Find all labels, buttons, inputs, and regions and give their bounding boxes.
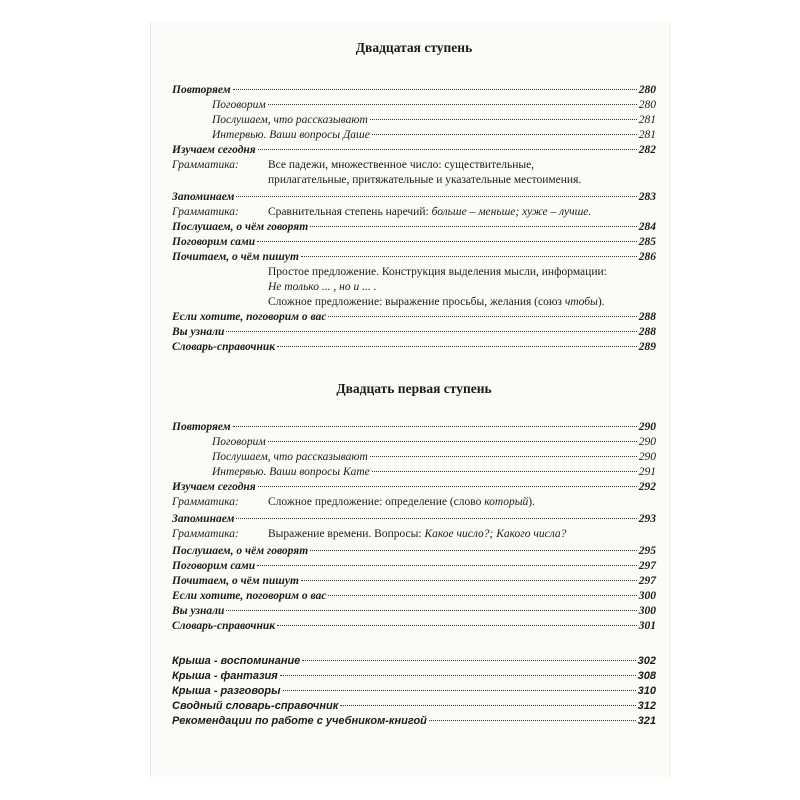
grammar-note: Грамматика: Сложное предложение: определение (слово который). (172, 496, 535, 508)
toc-entry: Почитаем, о чём пишут 297 (172, 575, 656, 587)
toc-entry: Если хотите, поговорим о вас 288 (172, 311, 656, 323)
toc-entry: Сводный словарь-справочник 312 (172, 700, 656, 712)
toc-entry: Поговорим сами 285 (172, 236, 656, 248)
toc-entry: Послушаем, о чём говорят 295 (172, 545, 656, 557)
toc-entry: Послушаем, что рассказывают 281 (212, 114, 656, 126)
toc-entry: Послушаем, что рассказывают 290 (212, 451, 656, 463)
toc-entry: Поговорим 290 (212, 436, 656, 448)
toc-entry: Если хотите, поговорим о вас 300 (172, 590, 656, 602)
grammar-note: Грамматика: Все падежи, множественное число: существительные, прилагательные, притяжательные и указательные местоимения. (172, 159, 582, 186)
toc-entry: Интервью. Ваши вопросы Кате 291 (212, 466, 656, 478)
toc-entry: Крыша - разговоры 310 (172, 685, 656, 697)
toc-entry: Словарь-справочник 301 (172, 620, 656, 632)
toc-entry: Крыша - воспоминание 302 (172, 655, 656, 667)
toc-entry: Послушаем, о чём говорят 284 (172, 221, 656, 233)
grammar-note: Грамматика: Выражение времени. Вопросы: Какое число?; Какого числа? (172, 528, 567, 540)
toc-entry: Изучаем сегодня 292 (172, 481, 656, 493)
toc-entry: Изучаем сегодня 282 (172, 144, 656, 156)
toc-entry: Повторяем 290 (172, 421, 656, 433)
section-title-step-21: Двадцать первая ступень (336, 381, 492, 396)
grammar-note: Грамматика: Сравнительная степень наречий: больше – меньше; хуже – лучше. (172, 206, 592, 218)
table-of-contents (172, 40, 656, 729)
toc-entry: Запоминаем 283 (172, 191, 656, 203)
toc-entry: Вы узнали 288 (172, 326, 656, 338)
toc-entry: Почитаем, о чём пишут 286 (172, 251, 656, 263)
grammar-note: Простое предложение. Конструкция выделения мысли, информации: Не только ... , но и ... . Сложное предложение: выражение просьбы, желания (союз чтобы). (268, 266, 607, 308)
toc-entry: Интервью. Ваши вопросы Даше 281 (212, 129, 656, 141)
toc-entry: Рекомендации по работе с учебником-книгой 321 (172, 715, 656, 727)
toc-entry: Поговорим сами 297 (172, 560, 656, 572)
toc-entry: Вы узнали 300 (172, 605, 656, 617)
toc-entry: Повторяем 280 (172, 84, 656, 96)
toc-entry: Крыша - фантазия 308 (172, 670, 656, 682)
section-title-step-20: Двадцатая ступень (355, 40, 473, 55)
toc-entry: Словарь-справочник 289 (172, 341, 656, 353)
toc-entry: Поговорим 280 (212, 99, 656, 111)
toc-entry: Запоминаем 293 (172, 513, 656, 525)
